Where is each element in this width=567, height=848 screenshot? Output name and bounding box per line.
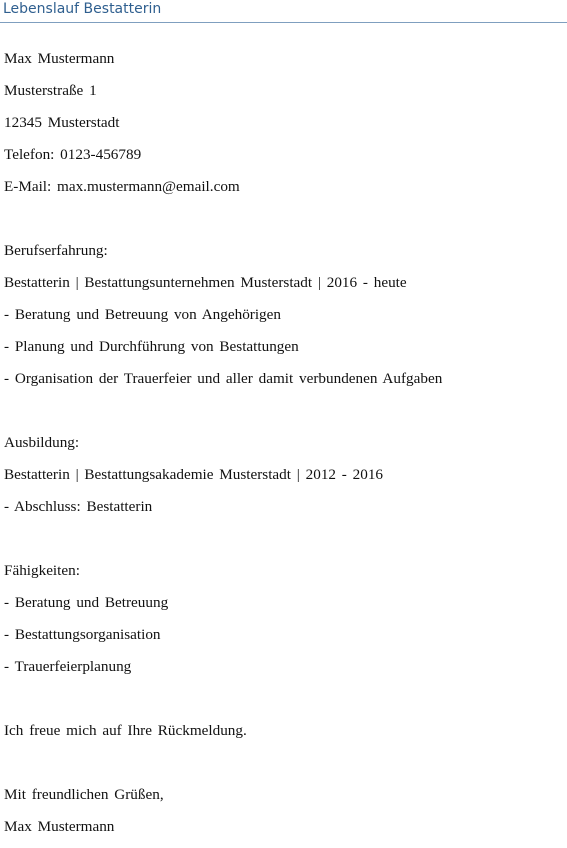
blank-line bbox=[4, 688, 564, 720]
title-divider bbox=[0, 22, 567, 23]
experience-item: - Beratung und Betreuung von Angehörigen bbox=[4, 306, 281, 323]
contact-city: 12345 Musterstadt bbox=[4, 114, 120, 131]
skills-item: - Beratung und Betreuung bbox=[4, 594, 169, 611]
contact-street: Musterstraße 1 bbox=[4, 82, 97, 99]
skills-item: - Trauerfeierplanung bbox=[4, 658, 132, 675]
document-title: Lebenslauf Bestatterin bbox=[3, 1, 162, 17]
closing-greeting: Mit freundlichen Grüßen, bbox=[4, 786, 164, 803]
education-item: - Abschluss: Bestatterin bbox=[4, 498, 153, 515]
resume-body bbox=[4, 48, 564, 848]
skills-heading: Fähigkeiten: bbox=[4, 562, 80, 579]
contact-email: E-Mail: max.mustermann@email.com bbox=[4, 178, 240, 195]
contact-phone: Telefon: 0123-456789 bbox=[4, 146, 142, 163]
experience-item: - Organisation der Trauerfeier und aller damit verbundenen Aufgaben bbox=[4, 370, 443, 387]
education-position: Bestatterin | Bestattungsakademie Musterstadt | 2012 - 2016 bbox=[4, 466, 384, 483]
contact-name: Max Mustermann bbox=[4, 50, 115, 67]
closing-signature: Max Mustermann bbox=[4, 818, 115, 835]
blank-line bbox=[4, 528, 564, 560]
blank-line bbox=[4, 752, 564, 784]
blank-line bbox=[4, 208, 564, 240]
blank-line bbox=[4, 400, 564, 432]
experience-position: Bestatterin | Bestattungsunternehmen Musterstadt | 2016 - heute bbox=[4, 274, 407, 291]
experience-item: - Planung und Durchführung von Bestattungen bbox=[4, 338, 299, 355]
education-heading: Ausbildung: bbox=[4, 434, 80, 451]
experience-heading: Berufserfahrung: bbox=[4, 242, 108, 259]
closing-message: Ich freue mich auf Ihre Rückmeldung. bbox=[4, 722, 247, 739]
skills-item: - Bestattungsorganisation bbox=[4, 626, 161, 643]
